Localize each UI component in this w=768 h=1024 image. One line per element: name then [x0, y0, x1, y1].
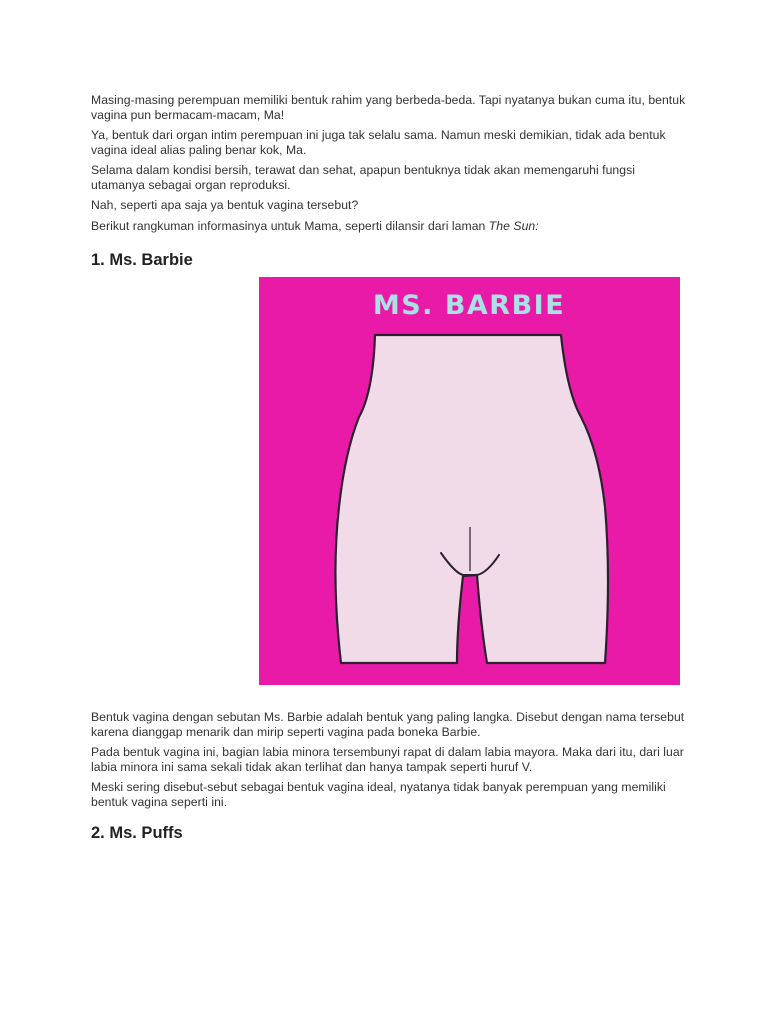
ms-barbie-illustration	[259, 277, 680, 685]
section-heading-ms-puffs: 2. Ms. Puffs	[91, 824, 183, 842]
intro-paragraph-2: Ya, bentuk dari organ intim perempuan ini juga tak selalu sama. Namun meski demikian, tidak ada bentuk vagina ideal alias paling benar kok, Ma.	[91, 128, 666, 157]
source-name: The Sun:	[488, 218, 539, 233]
section-heading-ms-barbie: 1. Ms. Barbie	[91, 251, 193, 269]
section1-paragraph-1: Bentuk vagina dengan sebutan Ms. Barbie adalah bentuk yang paling langka. Disebut dengan nama tersebut karena dianggap menarik dan mirip seperti vagina pada boneka Barbie.	[91, 710, 685, 739]
intro-section	[91, 93, 687, 239]
ms-barbie-svg	[259, 277, 680, 685]
section1-body	[91, 710, 687, 815]
illustration-title: MS. BARBIE	[372, 290, 566, 321]
section1-paragraph-2: Pada bentuk vagina ini, bagian labia minora tersembunyi rapat di dalam labia mayora. Maka dari itu, dari luar labia minora ini sama sekali tidak akan terlihat dan hanya tampak seperti huruf V.	[91, 745, 684, 774]
intro-paragraph-3: Selama dalam kondisi bersih, terawat dan sehat, apapun bentuknya tidak akan memengaruhi fungsi utamanya sebagai organ reproduksi.	[91, 163, 635, 192]
intro-paragraph-5	[91, 219, 687, 234]
intro-paragraph-5-text: Berikut rangkuman informasinya untuk Mama, seperti dilansir dari laman	[91, 218, 489, 233]
section1-paragraph-3: Meski sering disebut-sebut sebagai bentuk vagina ideal, nyatanya tidak banyak perempuan yang memiliki bentuk vagina seperti ini.	[91, 780, 666, 809]
intro-paragraph-1: Masing-masing perempuan memiliki bentuk rahim yang berbeda-beda. Tapi nyatanya bukan cuma itu, bentuk vagina pun bermacam-macam, Ma!	[91, 93, 686, 122]
intro-paragraph-4: Nah, seperti apa saja ya bentuk vagina tersebut?	[91, 198, 359, 212]
